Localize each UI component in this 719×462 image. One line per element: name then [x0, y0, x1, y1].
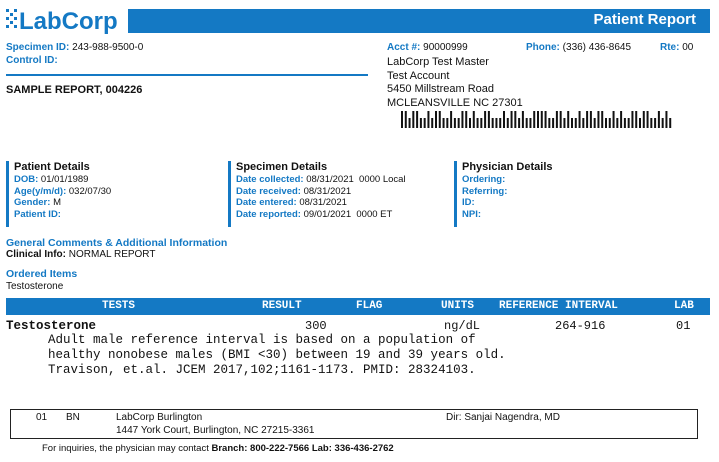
specimen-id-label: Specimen ID: [6, 42, 70, 53]
date-reported-row [236, 209, 438, 221]
lab-name: LabCorp Burlington [116, 412, 203, 423]
barcode-bar [628, 118, 630, 128]
date-entered-value: 08/31/2021 [299, 197, 347, 208]
barcode-bar [503, 111, 505, 128]
date-reported-value: 09/01/2021 0000 ET [303, 208, 393, 220]
postal-barcode [401, 111, 673, 128]
patient-id-label: Patient ID: [14, 208, 61, 220]
barcode-bar [609, 118, 611, 128]
patient-id-row [14, 209, 216, 221]
age-label: Age(y/m/d): [14, 185, 67, 197]
barcode-bar [511, 111, 513, 128]
barcode-bar [541, 111, 543, 128]
clinical-info-label: Clinical Info: [6, 249, 66, 260]
barcode-bar [563, 118, 565, 128]
barcode-bar [567, 111, 569, 128]
physician-details-section [454, 161, 664, 227]
barcode-bar [601, 111, 603, 128]
barcode-bar [469, 118, 471, 128]
report-title: Patient Report [593, 11, 696, 28]
clinical-info-row [6, 249, 155, 260]
col-tests: TESTS [102, 300, 136, 312]
barcode-bar [650, 118, 652, 128]
barcode-bar [665, 111, 667, 128]
ordering-row [462, 174, 664, 186]
barcode-bar [450, 111, 452, 128]
barcode-bar [605, 118, 607, 128]
barcode-bar [552, 118, 554, 128]
barcode-bar [424, 118, 426, 128]
dob-value: 01/01/1989 [40, 174, 89, 185]
account-line: Test Account [387, 69, 450, 82]
account-line: LabCorp Test Master [387, 56, 489, 68]
test-name: Testosterone [6, 319, 97, 333]
inquiry-lab: Lab: 336-436-2762 [311, 443, 394, 454]
patient-details-section [6, 161, 216, 227]
barcode-bar [533, 111, 535, 128]
barcode-bar [412, 111, 414, 128]
barcode-bar [522, 111, 524, 128]
ordered-items-list: Testosterone [6, 281, 64, 292]
barcode-bar [662, 118, 664, 128]
col-result: RESULT [262, 300, 302, 312]
rte-row [660, 42, 693, 54]
barcode-bar [529, 118, 531, 128]
specimen-id-row [6, 42, 143, 54]
barcode-bar [416, 111, 418, 128]
barcode-bar [507, 118, 509, 128]
barcode-bar [620, 111, 622, 128]
barcode-bar [465, 111, 467, 128]
barcode-bar [488, 111, 490, 128]
acct-row [387, 42, 468, 54]
test-lab: 01 [676, 319, 691, 333]
barcode-bar [499, 118, 501, 128]
account-line: MCLEANSVILLE NC 27301 [387, 96, 523, 109]
barcode-bar [420, 118, 422, 128]
barcode-bar [461, 111, 463, 128]
barcode-bar [594, 118, 596, 128]
lab-number: 01 [36, 412, 48, 423]
specimen-id-value: 243-988-9500-0 [72, 42, 144, 53]
account-address [387, 56, 523, 110]
barcode-bar [435, 111, 437, 128]
date-entered-label: Date entered: [236, 197, 297, 208]
barcode-bar [409, 118, 411, 128]
col-units: UNITS [441, 300, 475, 312]
age-row [14, 186, 216, 198]
logo-wordmark: LabCorp [19, 8, 118, 35]
patient-details-title: Patient Details [14, 161, 90, 173]
barcode-bar [477, 118, 479, 128]
dob-label: DOB: [14, 174, 39, 185]
inquiry-line [42, 443, 394, 454]
col-reference-interval: REFERENCE INTERVAL [499, 300, 618, 312]
barcode-bar [526, 118, 528, 128]
clinical-info-value: NORMAL REPORT [68, 249, 156, 260]
performing-lab-box [10, 409, 698, 439]
specimen-details-section [228, 161, 438, 227]
barcode-bar [669, 118, 671, 128]
age-value: 032/07/30 [68, 185, 112, 197]
specimen-details-title: Specimen Details [236, 161, 328, 173]
date-reported-label: Date reported: [236, 208, 301, 220]
col-lab: LAB [674, 300, 694, 312]
barcode-bar [401, 111, 403, 128]
barcode-bar [586, 111, 588, 128]
barcode-bar [484, 111, 486, 128]
date-collected-label: Date collected: [236, 174, 304, 185]
test-reference: 264-916 [555, 319, 606, 333]
control-id-label: Control ID: [6, 55, 58, 66]
barcode-bar [616, 118, 618, 128]
referring-row [462, 186, 664, 198]
phone-row [526, 42, 631, 54]
barcode-bar [545, 111, 547, 128]
physician-id-row [462, 197, 664, 209]
barcode-bar [643, 111, 645, 128]
barcode-bar [658, 111, 660, 128]
barcode-bar [624, 118, 626, 128]
date-received-label: Date received: [236, 185, 301, 197]
barcode-bar [492, 118, 494, 128]
dob-row [14, 174, 216, 186]
phone-value: (336) 436-8645 [562, 42, 632, 53]
barcode-bar [431, 118, 433, 128]
lab-director: Dir: Sanjai Nagendra, MD [446, 412, 560, 423]
acct-value: 90000999 [423, 42, 468, 53]
barcode-bar [480, 118, 482, 128]
header-divider [6, 74, 368, 76]
barcode-bar [631, 111, 633, 128]
labcorp-logo-mark [6, 4, 124, 36]
physician-details-title: Physician Details [462, 161, 553, 173]
barcode-bar [458, 118, 460, 128]
barcode-bar [443, 118, 445, 128]
referring-label: Referring: [462, 185, 508, 197]
barcode-bar [582, 118, 584, 128]
ordering-label: Ordering: [462, 174, 506, 185]
rte-value: 00 [682, 42, 694, 53]
date-entered-row [236, 197, 438, 209]
lab-code: BN [66, 412, 80, 423]
barcode-bar [454, 118, 456, 128]
barcode-bar [635, 111, 637, 128]
barcode-bar [590, 111, 592, 128]
gender-row [14, 197, 216, 209]
sample-report-label: SAMPLE REPORT, 004226 [6, 84, 143, 96]
date-collected-row [236, 174, 438, 186]
barcode-bar [473, 111, 475, 128]
date-received-row [236, 186, 438, 198]
barcode-bar [613, 111, 615, 128]
barcode-bar [560, 111, 562, 128]
date-received-value: 08/31/2021 [303, 185, 352, 197]
labcorp-logo [6, 4, 124, 36]
date-collected-value: 08/31/2021 0000 Local [306, 174, 406, 185]
phone-label: Phone: [526, 42, 560, 53]
ordered-items-heading: Ordered Items [6, 268, 78, 280]
barcode-bar [514, 111, 516, 128]
rte-label: Rte: [660, 42, 680, 53]
barcode-bar [537, 111, 539, 128]
gender-label: Gender: [14, 197, 51, 208]
inquiry-branch: Branch: 800-222-7566 [211, 443, 310, 454]
barcode-bar [439, 111, 441, 128]
barcode-bar [597, 111, 599, 128]
test-units: ng/dL [444, 319, 481, 333]
lab-address: 1447 York Court, Burlington, NC 27215-3361 [116, 425, 315, 436]
barcode-bar [405, 111, 407, 128]
barcode-bar [647, 111, 649, 128]
col-flag: FLAG [356, 300, 383, 312]
general-comments-heading: General Comments & Additional Information [6, 237, 228, 249]
results-table-header [6, 298, 710, 315]
acct-label: Acct #: [387, 42, 421, 53]
physician-id-label: ID: [462, 197, 475, 208]
barcode-bar [579, 111, 581, 128]
barcode-bar [548, 118, 550, 128]
barcode-bar [427, 111, 429, 128]
account-line: 5450 Millstream Road [387, 83, 494, 95]
npi-label: NPI: [462, 208, 481, 220]
barcode-bar [571, 118, 573, 128]
control-id-row [6, 55, 58, 67]
test-comment: Adult male reference interval is based on a population of healthy nonobese males (BMI <30) between 19 and 39 years old. Travison, et.al. JCEM 2017,102;1161-1173. PMID: 28324103. [48, 333, 506, 377]
barcode-bar [556, 111, 558, 128]
gender-value: M [53, 197, 61, 208]
inquiry-prefix: For inquiries, the physician may contact [42, 443, 209, 454]
barcode-bar [654, 118, 656, 128]
header-bar [128, 9, 710, 33]
npi-row [462, 209, 664, 221]
barcode-bar [575, 118, 577, 128]
barcode-bar [495, 118, 497, 128]
test-result: 300 [305, 319, 327, 333]
barcode-bar [446, 118, 448, 128]
barcode-bar [639, 118, 641, 128]
barcode-bar [518, 118, 520, 128]
